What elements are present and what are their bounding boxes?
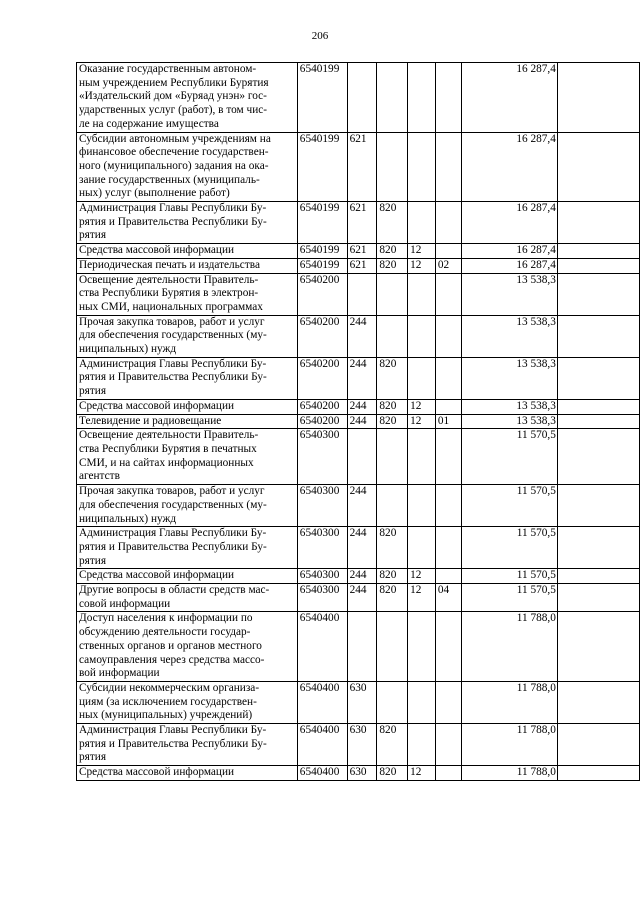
amount-cell: 13 538,3 (461, 414, 557, 429)
section-cell (408, 527, 436, 569)
section-cell: 12 (408, 399, 436, 414)
amount-cell: 13 538,3 (461, 315, 557, 357)
section-cell (408, 681, 436, 723)
administrator-cell (377, 63, 408, 133)
subsection-cell (435, 244, 461, 259)
subsection-cell (435, 569, 461, 584)
name-cell: Периодическая печать и издательства (77, 258, 298, 273)
target-code-cell: 6540199 (297, 202, 347, 244)
administrator-cell (377, 315, 408, 357)
subsection-cell (435, 399, 461, 414)
amount-cell: 11 788,0 (461, 612, 557, 682)
table-row (77, 569, 640, 584)
empty-cell (557, 569, 639, 584)
target-code-cell: 6540199 (297, 132, 347, 202)
amount-cell: 16 287,4 (461, 202, 557, 244)
table-row (77, 315, 640, 357)
expense-type-cell (347, 63, 377, 133)
administrator-cell: 820 (377, 244, 408, 259)
target-code-cell: 6540200 (297, 399, 347, 414)
name-cell: Администрация Главы Республики Бу- рятия и Правительства Республики Бу- рятия (77, 202, 298, 244)
expense-type-cell: 244 (347, 527, 377, 569)
subsection-cell (435, 612, 461, 682)
page-number: 206 (311, 30, 329, 42)
empty-cell (557, 724, 639, 766)
expense-type-cell: 630 (347, 724, 377, 766)
subsection-cell (435, 315, 461, 357)
section-cell (408, 63, 436, 133)
expense-type-cell: 244 (347, 357, 377, 399)
amount-cell: 11 570,5 (461, 485, 557, 527)
expense-type-cell: 621 (347, 244, 377, 259)
empty-cell (557, 63, 639, 133)
amount-cell: 11 788,0 (461, 681, 557, 723)
empty-cell (557, 244, 639, 259)
target-code-cell: 6540400 (297, 724, 347, 766)
name-cell: Телевидение и радиовещание (77, 414, 298, 429)
empty-cell (557, 273, 639, 315)
amount-cell: 11 788,0 (461, 766, 557, 781)
name-cell: Доступ населения к информации по обсуждению деятельности государ- ственных органов и органов местного самоуправления через средства массо- вой информации (77, 612, 298, 682)
empty-cell (557, 258, 639, 273)
section-cell (408, 724, 436, 766)
amount-cell: 16 287,4 (461, 244, 557, 259)
section-cell (408, 612, 436, 682)
target-code-cell: 6540200 (297, 357, 347, 399)
name-cell: Средства массовой информации (77, 244, 298, 259)
amount-cell: 11 570,5 (461, 569, 557, 584)
amount-cell: 16 287,4 (461, 63, 557, 133)
amount-cell: 13 538,3 (461, 273, 557, 315)
empty-cell (557, 202, 639, 244)
name-cell: Администрация Главы Республики Бу- рятия и Правительства Республики Бу- рятия (77, 357, 298, 399)
section-cell: 12 (408, 258, 436, 273)
section-cell: 12 (408, 766, 436, 781)
table-row (77, 681, 640, 723)
subsection-cell (435, 357, 461, 399)
empty-cell (557, 315, 639, 357)
subsection-cell: 04 (435, 584, 461, 612)
expense-type-cell: 244 (347, 569, 377, 584)
budget-table-body (77, 63, 640, 781)
amount-cell: 11 570,5 (461, 584, 557, 612)
administrator-cell: 820 (377, 527, 408, 569)
section-cell (408, 132, 436, 202)
expense-type-cell (347, 429, 377, 485)
empty-cell (557, 766, 639, 781)
amount-cell: 16 287,4 (461, 132, 557, 202)
name-cell: Администрация Главы Республики Бу- рятия и Правительства Республики Бу- рятия (77, 527, 298, 569)
name-cell: Средства массовой информации (77, 569, 298, 584)
target-code-cell: 6540300 (297, 569, 347, 584)
target-code-cell: 6540400 (297, 681, 347, 723)
amount-cell: 11 570,5 (461, 527, 557, 569)
table-row (77, 584, 640, 612)
name-cell: Администрация Главы Республики Бу- рятия и Правительства Республики Бу- рятия (77, 724, 298, 766)
name-cell: Прочая закупка товаров, работ и услуг для обеспечения государственных (му- ниципальных) нужд (77, 315, 298, 357)
subsection-cell: 01 (435, 414, 461, 429)
expense-type-cell: 630 (347, 681, 377, 723)
target-code-cell: 6540200 (297, 315, 347, 357)
section-cell: 12 (408, 414, 436, 429)
name-cell: Освещение деятельности Правитель- ства Республики Бурятия в электрон- ных СМИ, национальных программах (77, 273, 298, 315)
section-cell (408, 273, 436, 315)
empty-cell (557, 429, 639, 485)
target-code-cell: 6540200 (297, 414, 347, 429)
target-code-cell: 6540199 (297, 258, 347, 273)
administrator-cell (377, 681, 408, 723)
target-code-cell: 6540300 (297, 429, 347, 485)
table-row (77, 258, 640, 273)
expense-type-cell: 621 (347, 132, 377, 202)
empty-cell (557, 485, 639, 527)
table-row (77, 612, 640, 682)
subsection-cell: 02 (435, 258, 461, 273)
table-row (77, 429, 640, 485)
target-code-cell: 6540199 (297, 244, 347, 259)
expense-type-cell (347, 612, 377, 682)
subsection-cell (435, 202, 461, 244)
target-code-cell: 6540300 (297, 527, 347, 569)
expense-type-cell: 630 (347, 766, 377, 781)
empty-cell (557, 527, 639, 569)
section-cell (408, 357, 436, 399)
section-cell (408, 315, 436, 357)
administrator-cell (377, 429, 408, 485)
table-row (77, 132, 640, 202)
administrator-cell (377, 485, 408, 527)
amount-cell: 13 538,3 (461, 399, 557, 414)
subsection-cell (435, 766, 461, 781)
expense-type-cell: 244 (347, 315, 377, 357)
amount-cell: 13 538,3 (461, 357, 557, 399)
section-cell: 12 (408, 244, 436, 259)
subsection-cell (435, 681, 461, 723)
section-cell: 12 (408, 569, 436, 584)
administrator-cell (377, 132, 408, 202)
table-row (77, 485, 640, 527)
amount-cell: 16 287,4 (461, 258, 557, 273)
name-cell: Субсидии автономным учреждениям на финансовое обеспечение государствен- ного (муниципального) задания на ока- зание государственных (муниципаль- ных) услуг (выполнение работ) (77, 132, 298, 202)
subsection-cell (435, 485, 461, 527)
amount-cell: 11 788,0 (461, 724, 557, 766)
target-code-cell: 6540200 (297, 273, 347, 315)
expense-type-cell: 621 (347, 258, 377, 273)
administrator-cell: 820 (377, 724, 408, 766)
administrator-cell: 820 (377, 569, 408, 584)
subsection-cell (435, 724, 461, 766)
name-cell: Средства массовой информации (77, 766, 298, 781)
expense-type-cell: 244 (347, 485, 377, 527)
target-code-cell: 6540400 (297, 612, 347, 682)
table-row (77, 202, 640, 244)
budget-table (76, 62, 640, 781)
amount-cell: 11 570,5 (461, 429, 557, 485)
administrator-cell: 820 (377, 399, 408, 414)
expense-type-cell: 244 (347, 399, 377, 414)
administrator-cell: 820 (377, 584, 408, 612)
table-row (77, 399, 640, 414)
table-row (77, 414, 640, 429)
administrator-cell: 820 (377, 202, 408, 244)
subsection-cell (435, 527, 461, 569)
empty-cell (557, 399, 639, 414)
subsection-cell (435, 63, 461, 133)
table-row (77, 357, 640, 399)
target-code-cell: 6540300 (297, 584, 347, 612)
table-row (77, 724, 640, 766)
section-cell (408, 429, 436, 485)
expense-type-cell (347, 273, 377, 315)
name-cell: Средства массовой информации (77, 399, 298, 414)
name-cell: Прочая закупка товаров, работ и услуг для обеспечения государственных (му- ниципальных) нужд (77, 485, 298, 527)
name-cell: Другие вопросы в области средств мас- совой информации (77, 584, 298, 612)
administrator-cell (377, 612, 408, 682)
administrator-cell: 820 (377, 414, 408, 429)
subsection-cell (435, 132, 461, 202)
expense-type-cell: 621 (347, 202, 377, 244)
empty-cell (557, 357, 639, 399)
empty-cell (557, 584, 639, 612)
empty-cell (557, 414, 639, 429)
empty-cell (557, 612, 639, 682)
administrator-cell: 820 (377, 258, 408, 273)
name-cell: Оказание государственным автоном- ным учреждением Республики Бурятия «Издательский дом «Буряад унэн» гос- ударственных услуг (работ), в том чис- ле на содержание имущества (77, 63, 298, 133)
name-cell: Освещение деятельности Правитель- ства Республики Бурятия в печатных СМИ, и на сайтах информационных агентств (77, 429, 298, 485)
table-row (77, 273, 640, 315)
section-cell (408, 202, 436, 244)
table-row (77, 527, 640, 569)
section-cell: 12 (408, 584, 436, 612)
subsection-cell (435, 273, 461, 315)
expense-type-cell: 244 (347, 584, 377, 612)
administrator-cell (377, 273, 408, 315)
name-cell: Субсидии некоммерческим организа- циям (за исключением государствен- ных (муниципальных) учреждений) (77, 681, 298, 723)
administrator-cell: 820 (377, 766, 408, 781)
expense-type-cell: 244 (347, 414, 377, 429)
empty-cell (557, 132, 639, 202)
table-row (77, 766, 640, 781)
administrator-cell: 820 (377, 357, 408, 399)
subsection-cell (435, 429, 461, 485)
target-code-cell: 6540400 (297, 766, 347, 781)
table-row (77, 244, 640, 259)
target-code-cell: 6540300 (297, 485, 347, 527)
empty-cell (557, 681, 639, 723)
section-cell (408, 485, 436, 527)
table-row (77, 63, 640, 133)
target-code-cell: 6540199 (297, 63, 347, 133)
